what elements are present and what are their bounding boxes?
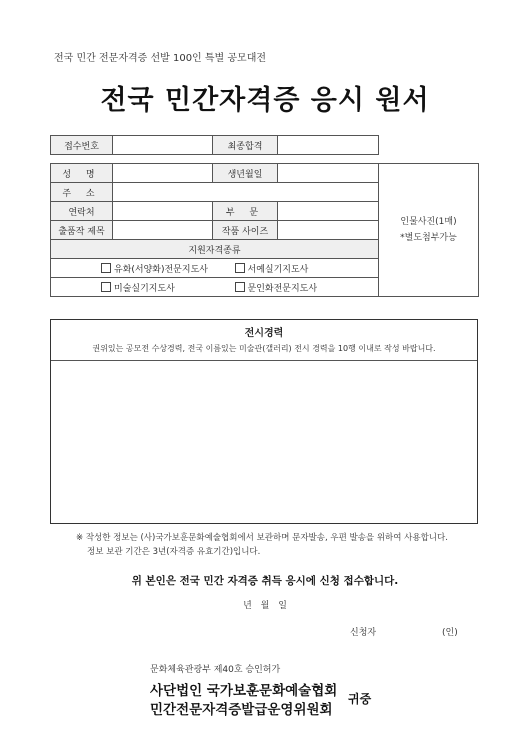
photo-line2: *별도첨부가능: [400, 233, 457, 243]
work-title-field[interactable]: [113, 221, 213, 240]
org-name-line1: 사단법인 국가보훈문화예술협회: [150, 683, 338, 699]
section-label: 부 문: [213, 202, 278, 221]
photo-box[interactable]: [379, 164, 479, 297]
work-size-label: 작품 사이즈: [213, 221, 278, 240]
career-title: 전시경력: [244, 328, 284, 339]
application-form-table: [50, 163, 479, 297]
applicant-label: 신청자: [350, 628, 377, 638]
receipt-no-label: 접수번호: [51, 136, 113, 155]
option-literati-painting[interactable]: 문인화전문지도사: [213, 278, 379, 297]
checkbox-icon[interactable]: [101, 263, 111, 273]
form-subtitle: 전국 민간 전문자격증 선발 100인 특별 공모대전: [54, 53, 267, 64]
contact-label: 연락처: [51, 202, 113, 221]
form-title: 전국 민간자격증 응시 원서: [100, 85, 430, 116]
privacy-note-line2: 정보 보관 기간은 3년(자격증 유효기간)입니다.: [87, 547, 261, 557]
final-pass-label: 최종합격: [213, 136, 278, 155]
career-description: 권위있는 공모전 수상경력, 전국 이름있는 미술관(갤러리) 전시 경력을 10행 이내로 작성 바랍니다.: [92, 344, 436, 353]
receipt-no-field[interactable]: [113, 136, 213, 155]
address-label: 주 소: [51, 183, 113, 202]
seal-label: (인): [442, 628, 458, 638]
option-calligraphy[interactable]: 서예실기지도사: [213, 259, 379, 278]
approval-text: 문화체육관광부 제40호 승인허가: [150, 665, 281, 675]
birth-label: 생년월일: [213, 164, 278, 183]
option-oil-painting[interactable]: 유화(서양화)전문지도사: [51, 259, 213, 278]
contact-field[interactable]: [113, 202, 213, 221]
option-art-instructor[interactable]: 미술실기지도사: [51, 278, 213, 297]
birth-field[interactable]: [278, 164, 379, 183]
qualification-header: 지원자격종류: [51, 240, 379, 259]
work-title-label: 출품작 제목: [51, 221, 113, 240]
recipient-honorific: 귀중: [348, 692, 372, 706]
work-size-field[interactable]: [278, 221, 379, 240]
application-statement: 위 본인은 전국 민간 자격증 취득 응시에 신청 접수합니다.: [131, 575, 399, 587]
checkbox-icon[interactable]: [101, 282, 111, 292]
receipt-table: [50, 135, 379, 155]
checkbox-icon[interactable]: [235, 263, 245, 273]
address-field[interactable]: [113, 183, 379, 202]
career-section: [50, 319, 478, 524]
org-name-line2: 민간전문자격증발급운영위원회: [150, 702, 333, 718]
privacy-note-line1: ※ 작성한 정보는 (사)국가보훈문화예술협회에서 보관하며 문자발송, 우편 발송을 위하여 사용합니다.: [76, 533, 448, 543]
section-field[interactable]: [278, 202, 379, 221]
final-pass-field[interactable]: [278, 136, 379, 155]
career-input-area[interactable]: [51, 361, 477, 521]
name-field[interactable]: [113, 164, 213, 183]
photo-line1: 인물사진(1매): [400, 217, 457, 227]
application-date[interactable]: 년 월 일: [243, 601, 287, 611]
checkbox-icon[interactable]: [235, 282, 245, 292]
name-label: 성 명: [51, 164, 113, 183]
